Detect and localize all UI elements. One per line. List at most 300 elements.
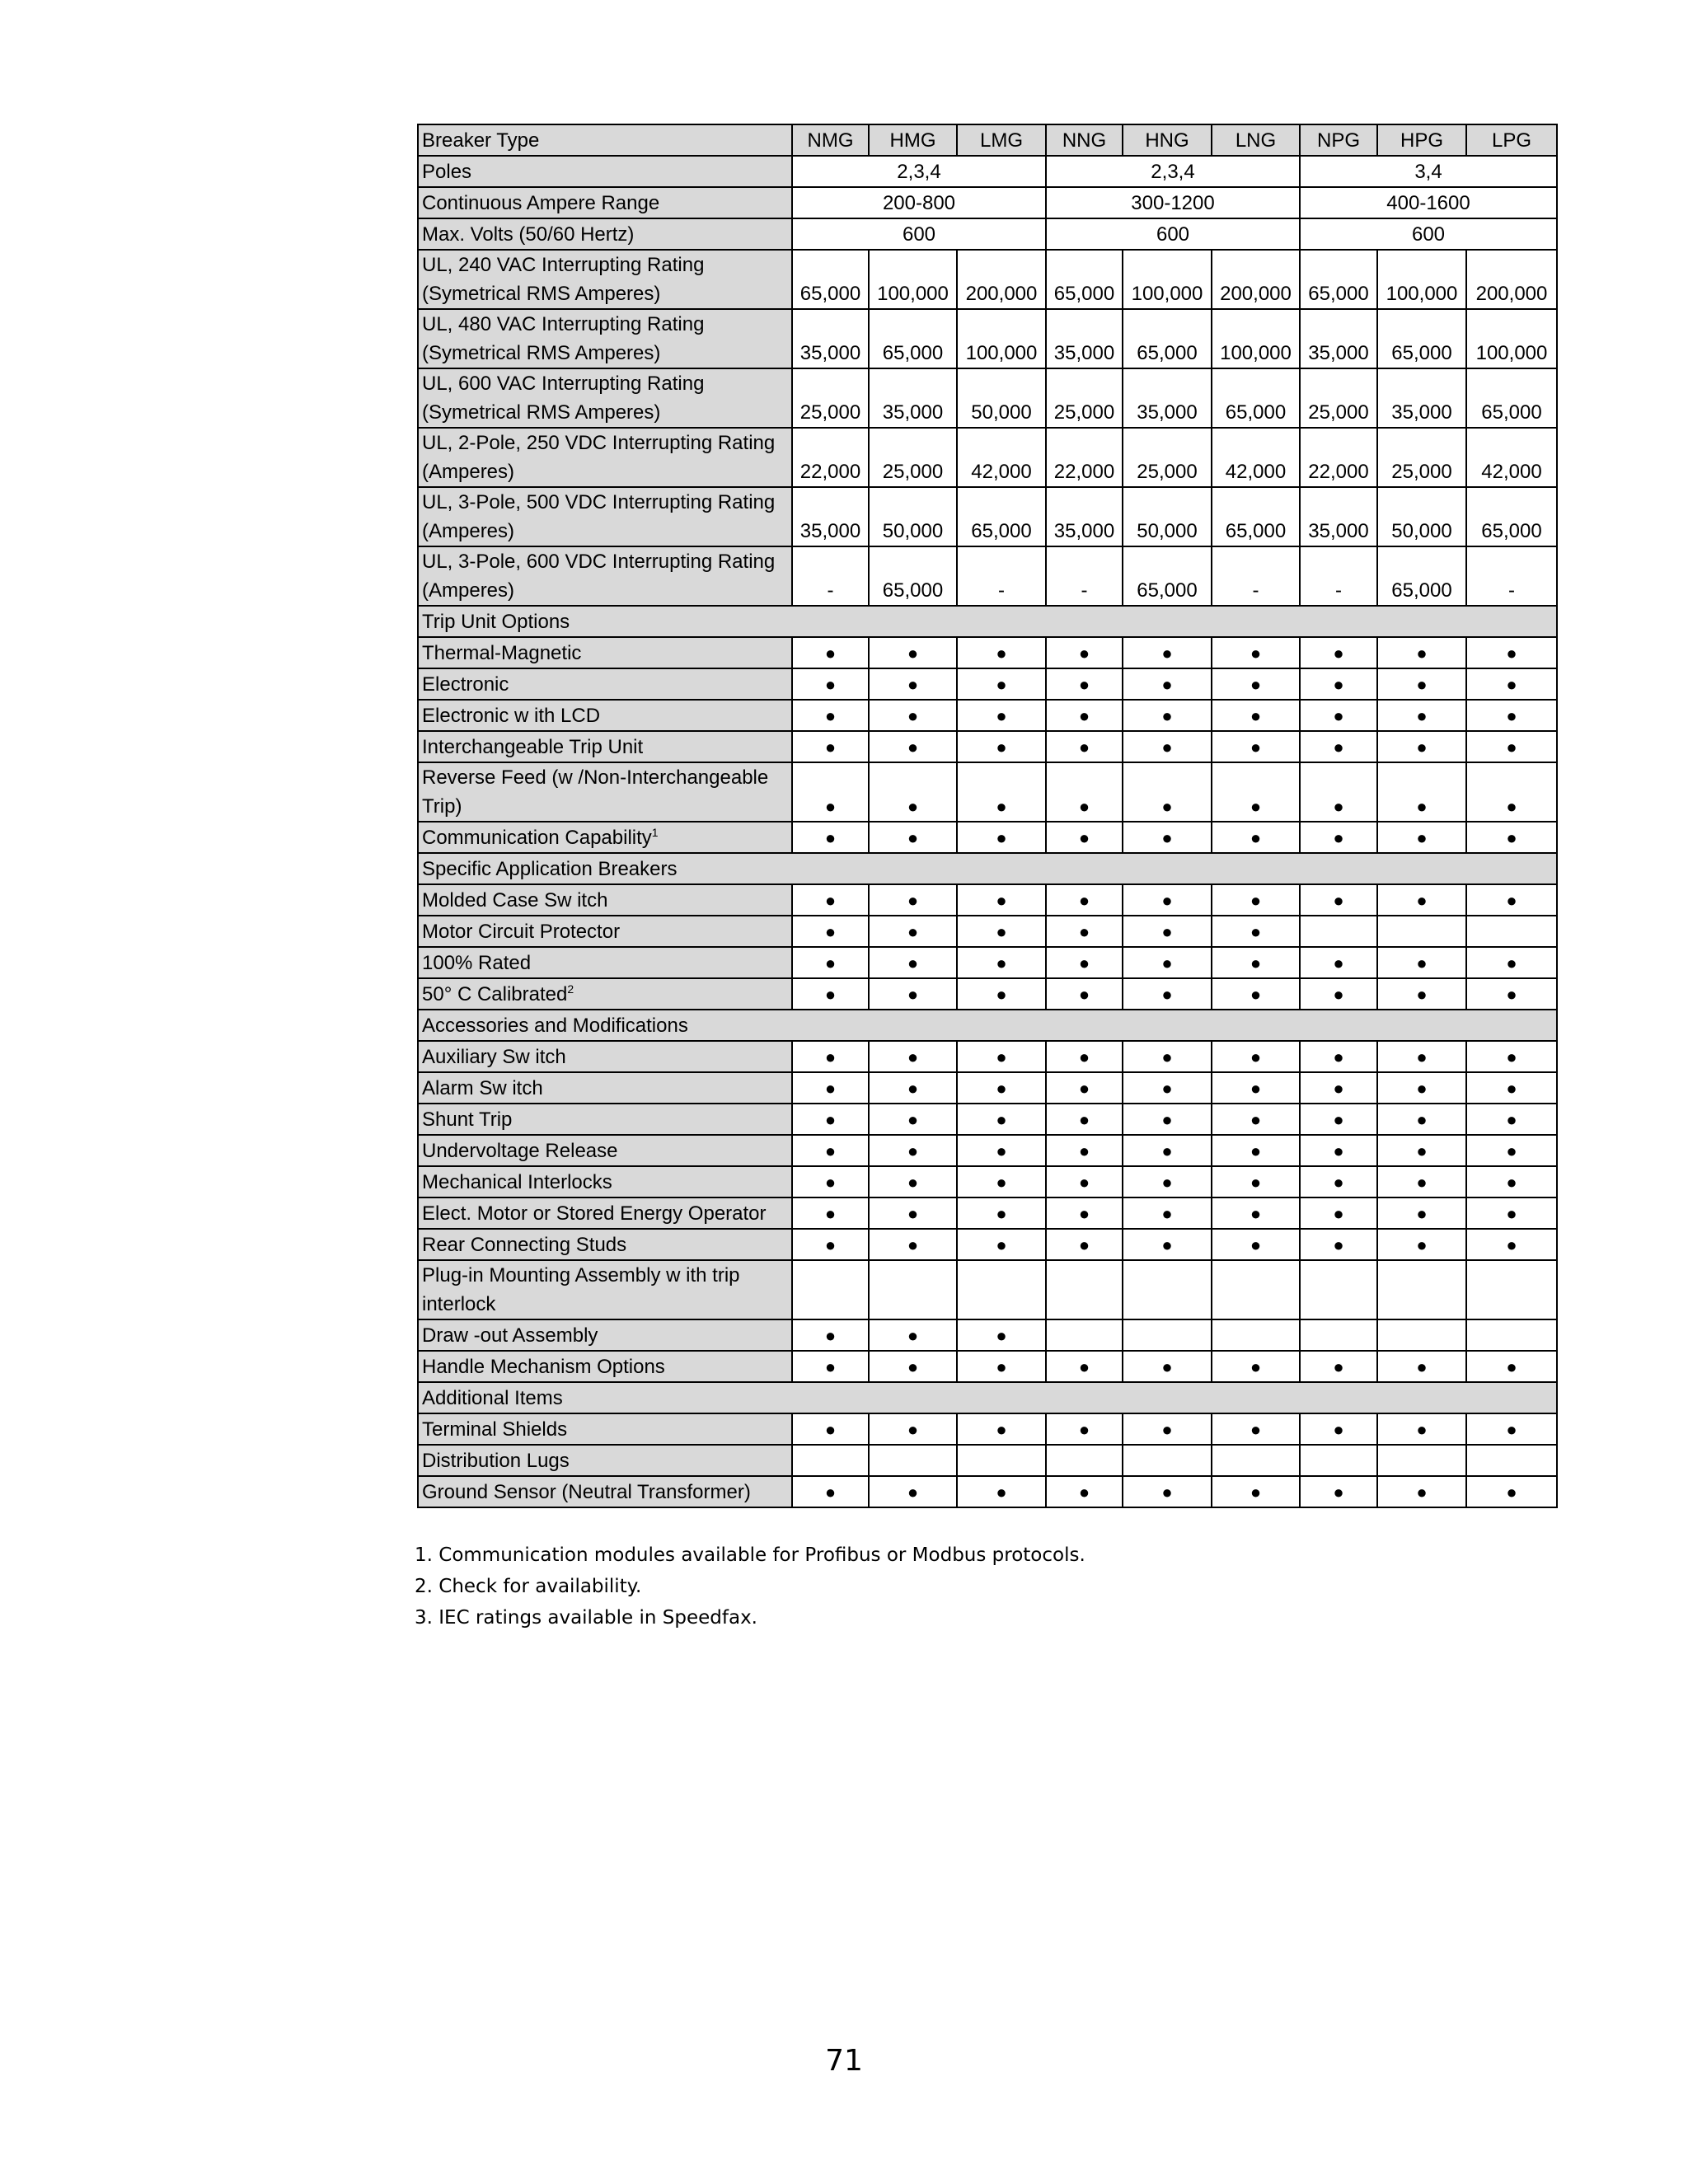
table-row bbox=[418, 884, 1557, 916]
table-row bbox=[418, 1260, 1557, 1319]
bullet-mark: ● bbox=[1300, 668, 1377, 700]
bullet-mark: ● bbox=[1300, 822, 1377, 853]
empty-cell bbox=[1377, 1445, 1466, 1476]
empty-cell bbox=[869, 1260, 957, 1319]
empty-cell bbox=[1212, 1319, 1300, 1351]
rating-value-cell: 25,000 bbox=[1123, 428, 1212, 487]
bullet-mark: ● bbox=[1466, 822, 1557, 853]
row-label bbox=[418, 1197, 792, 1229]
bullet-mark: ● bbox=[1466, 1166, 1557, 1197]
bullet-mark: ● bbox=[957, 884, 1046, 916]
bullet-mark: ● bbox=[1300, 637, 1377, 668]
row-label-text: Distribution Lugs bbox=[422, 1450, 570, 1472]
row-label bbox=[418, 668, 792, 700]
bullet-mark: ● bbox=[1377, 1413, 1466, 1445]
bullet-mark: ● bbox=[1300, 1197, 1377, 1229]
bullet-mark: ● bbox=[792, 731, 869, 762]
rating-value-cell: 50,000 bbox=[1377, 487, 1466, 546]
bullet-mark: ● bbox=[1123, 668, 1212, 700]
bullet-mark: ● bbox=[1466, 700, 1557, 731]
table-row bbox=[418, 1445, 1557, 1476]
bullet-mark: ● bbox=[1212, 1104, 1300, 1135]
rating-value-cell: - bbox=[1046, 546, 1123, 606]
row-label bbox=[418, 700, 792, 731]
rating-value-cell: 65,000 bbox=[1123, 309, 1212, 368]
bullet-mark: ● bbox=[1300, 1166, 1377, 1197]
bullet-mark: ● bbox=[1123, 1229, 1212, 1260]
bullet-mark: ● bbox=[1466, 1135, 1557, 1166]
bullet-mark: ● bbox=[1212, 822, 1300, 853]
rating-value-cell: 100,000 bbox=[1212, 309, 1300, 368]
bullet-mark: ● bbox=[957, 637, 1046, 668]
section-title: Additional Items bbox=[418, 1382, 1557, 1413]
bullet-mark: ● bbox=[792, 668, 869, 700]
section-header-row bbox=[418, 606, 1557, 637]
row-label-text: Terminal Shields bbox=[422, 1418, 568, 1441]
footnotes bbox=[415, 1540, 1085, 1633]
bullet-mark: ● bbox=[792, 1229, 869, 1260]
row-label-text: Motor Circuit Protector bbox=[422, 921, 621, 943]
breaker-type-header: HPG bbox=[1377, 124, 1466, 156]
row-label bbox=[418, 1166, 792, 1197]
table-row bbox=[418, 156, 1557, 187]
empty-cell bbox=[1300, 1319, 1377, 1351]
bullet-mark: ● bbox=[1377, 884, 1466, 916]
group-value-cell: 2,3,4 bbox=[1046, 156, 1300, 187]
bullet-mark: ● bbox=[1123, 822, 1212, 853]
bullet-mark: ● bbox=[1300, 1041, 1377, 1072]
row-label-text: Ground Sensor (Neutral Transformer) bbox=[422, 1481, 751, 1503]
table-row bbox=[418, 187, 1557, 218]
rating-value-cell: - bbox=[1466, 546, 1557, 606]
bullet-mark: ● bbox=[957, 1072, 1046, 1104]
bullet-mark: ● bbox=[1046, 731, 1123, 762]
bullet-mark: ● bbox=[1046, 1413, 1123, 1445]
empty-cell bbox=[1123, 1445, 1212, 1476]
bullet-mark: ● bbox=[1123, 1135, 1212, 1166]
bullet-mark: ● bbox=[1123, 1351, 1212, 1382]
bullet-mark: ● bbox=[1123, 978, 1212, 1010]
bullet-mark: ● bbox=[1466, 947, 1557, 978]
row-label-text: 50° C Calibrated bbox=[422, 983, 568, 1005]
bullet-mark: ● bbox=[1377, 1135, 1466, 1166]
bullet-mark: ● bbox=[1212, 1413, 1300, 1445]
rating-value-cell: 65,000 bbox=[957, 487, 1046, 546]
group-value-cell: 2,3,4 bbox=[792, 156, 1046, 187]
bullet-mark: ● bbox=[1046, 1351, 1123, 1382]
bullet-mark: ● bbox=[869, 1351, 957, 1382]
bullet-mark: ● bbox=[1046, 1104, 1123, 1135]
group-value-cell: 200-800 bbox=[792, 187, 1046, 218]
rating-value-cell: 35,000 bbox=[1123, 368, 1212, 428]
row-label: Breaker Type bbox=[418, 124, 792, 156]
rating-value-cell: 65,000 bbox=[1300, 250, 1377, 309]
rating-value-cell: 100,000 bbox=[1466, 309, 1557, 368]
rating-value-cell: 65,000 bbox=[869, 309, 957, 368]
empty-cell bbox=[792, 1445, 869, 1476]
table-row bbox=[418, 309, 1557, 368]
bullet-mark: ● bbox=[869, 1319, 957, 1351]
rating-value-cell: 50,000 bbox=[957, 368, 1046, 428]
rating-value-cell: 42,000 bbox=[957, 428, 1046, 487]
bullet-mark: ● bbox=[1377, 700, 1466, 731]
bullet-mark: ● bbox=[869, 637, 957, 668]
bullet-mark: ● bbox=[1377, 1041, 1466, 1072]
bullet-mark: ● bbox=[792, 1476, 869, 1507]
rating-value-cell: 100,000 bbox=[1377, 250, 1466, 309]
bullet-mark: ● bbox=[1046, 1166, 1123, 1197]
bullet-mark: ● bbox=[957, 1135, 1046, 1166]
row-label-text: 100% Rated bbox=[422, 952, 532, 974]
rating-value-cell: 35,000 bbox=[1300, 487, 1377, 546]
bullet-mark: ● bbox=[957, 1319, 1046, 1351]
bullet-mark: ● bbox=[869, 1072, 957, 1104]
rating-value-cell: - bbox=[1212, 546, 1300, 606]
bullet-mark: ● bbox=[1212, 947, 1300, 978]
row-label bbox=[418, 1229, 792, 1260]
table-row bbox=[418, 700, 1557, 731]
bullet-mark: ● bbox=[1466, 668, 1557, 700]
bullet-mark: ● bbox=[792, 1197, 869, 1229]
table-row bbox=[418, 731, 1557, 762]
empty-cell bbox=[1300, 1260, 1377, 1319]
rating-value-cell: 35,000 bbox=[792, 487, 869, 546]
bullet-mark: ● bbox=[1212, 700, 1300, 731]
empty-cell bbox=[1212, 1260, 1300, 1319]
rating-value-cell: 22,000 bbox=[1300, 428, 1377, 487]
bullet-mark: ● bbox=[1123, 637, 1212, 668]
bullet-mark: ● bbox=[869, 700, 957, 731]
table-row bbox=[418, 546, 1557, 606]
bullet-mark: ● bbox=[957, 668, 1046, 700]
row-label-text: Rear Connecting Studs bbox=[422, 1234, 627, 1256]
table-row bbox=[418, 1166, 1557, 1197]
bullet-mark: ● bbox=[1212, 668, 1300, 700]
row-label bbox=[418, 1041, 792, 1072]
row-label: Max. Volts (50/60 Hertz) bbox=[418, 218, 792, 250]
bullet-mark: ● bbox=[1300, 700, 1377, 731]
bullet-mark: ● bbox=[957, 731, 1046, 762]
bullet-mark: ● bbox=[1466, 1041, 1557, 1072]
bullet-mark: ● bbox=[1377, 1351, 1466, 1382]
bullet-mark: ● bbox=[792, 700, 869, 731]
empty-cell bbox=[1046, 1319, 1123, 1351]
rating-value-cell: 42,000 bbox=[1466, 428, 1557, 487]
rating-value-cell: 25,000 bbox=[792, 368, 869, 428]
bullet-mark: ● bbox=[869, 1135, 957, 1166]
bullet-mark: ● bbox=[1466, 1476, 1557, 1507]
rating-value-cell: 25,000 bbox=[1377, 428, 1466, 487]
bullet-mark: ● bbox=[1466, 637, 1557, 668]
table-row bbox=[418, 668, 1557, 700]
bullet-mark: ● bbox=[1123, 1197, 1212, 1229]
bullet-mark: ● bbox=[869, 731, 957, 762]
table-row bbox=[418, 637, 1557, 668]
row-label bbox=[418, 947, 792, 978]
bullet-mark: ● bbox=[869, 978, 957, 1010]
bullet-mark: ● bbox=[792, 978, 869, 1010]
bullet-mark: ● bbox=[1046, 668, 1123, 700]
table-row bbox=[418, 1413, 1557, 1445]
bullet-mark: ● bbox=[1466, 884, 1557, 916]
rating-value-cell: 200,000 bbox=[1212, 250, 1300, 309]
bullet-mark: ● bbox=[1300, 884, 1377, 916]
rating-value-cell: 65,000 bbox=[869, 546, 957, 606]
bullet-mark: ● bbox=[1046, 1135, 1123, 1166]
rating-value-cell: 50,000 bbox=[869, 487, 957, 546]
row-label bbox=[418, 1104, 792, 1135]
bullet-mark: ● bbox=[869, 822, 957, 853]
row-label-text: Plug-in Mounting Assembly w ith trip interlock bbox=[422, 1264, 740, 1315]
bullet-mark: ● bbox=[1123, 731, 1212, 762]
rating-value-cell: 200,000 bbox=[1466, 250, 1557, 309]
rating-value-cell: 100,000 bbox=[1123, 250, 1212, 309]
rating-value-cell: 200,000 bbox=[957, 250, 1046, 309]
section-title: Specific Application Breakers bbox=[418, 853, 1557, 884]
row-label: UL, 3-Pole, 600 VDC Interrupting Rating (Amperes) bbox=[418, 546, 792, 606]
table-row bbox=[418, 916, 1557, 947]
rating-value-cell: 42,000 bbox=[1212, 428, 1300, 487]
section-title: Trip Unit Options bbox=[418, 606, 1557, 637]
bullet-mark: ● bbox=[1123, 884, 1212, 916]
rating-value-cell: 65,000 bbox=[1466, 368, 1557, 428]
breaker-type-header: LPG bbox=[1466, 124, 1557, 156]
row-label bbox=[418, 1072, 792, 1104]
breaker-type-header: NNG bbox=[1046, 124, 1123, 156]
footnote-ref: 1 bbox=[651, 826, 659, 839]
row-label bbox=[418, 822, 792, 853]
group-value-cell: 600 bbox=[792, 218, 1046, 250]
bullet-mark: ● bbox=[1046, 1197, 1123, 1229]
row-label bbox=[418, 978, 792, 1010]
table-row bbox=[418, 1197, 1557, 1229]
rating-value-cell: 65,000 bbox=[1466, 487, 1557, 546]
bullet-mark: ● bbox=[1300, 978, 1377, 1010]
bullet-mark: ● bbox=[1212, 1041, 1300, 1072]
footnote: 2. Check for availability. bbox=[415, 1576, 642, 1597]
bullet-mark: ● bbox=[1212, 978, 1300, 1010]
bullet-mark: ● bbox=[1212, 731, 1300, 762]
table-row bbox=[418, 1104, 1557, 1135]
bullet-mark: ● bbox=[1123, 1476, 1212, 1507]
row-label: Poles bbox=[418, 156, 792, 187]
empty-cell bbox=[1466, 1319, 1557, 1351]
table-row bbox=[418, 250, 1557, 309]
group-value-cell: 600 bbox=[1046, 218, 1300, 250]
bullet-mark: ● bbox=[1300, 1476, 1377, 1507]
group-value-cell: 300-1200 bbox=[1046, 187, 1300, 218]
group-value-cell: 600 bbox=[1300, 218, 1557, 250]
bullet-mark: ● bbox=[1123, 947, 1212, 978]
empty-cell bbox=[792, 1260, 869, 1319]
rating-value-cell: 25,000 bbox=[1046, 368, 1123, 428]
bullet-mark: ● bbox=[1377, 1104, 1466, 1135]
bullet-mark: ● bbox=[1046, 884, 1123, 916]
row-label: UL, 240 VAC Interrupting Rating (Symetrical RMS Amperes) bbox=[418, 250, 792, 309]
rating-value-cell: 50,000 bbox=[1123, 487, 1212, 546]
rating-value-cell: 65,000 bbox=[1046, 250, 1123, 309]
bullet-mark: ● bbox=[1466, 1229, 1557, 1260]
row-label bbox=[418, 1260, 792, 1319]
rating-value-cell: 100,000 bbox=[869, 250, 957, 309]
group-value-cell: 400-1600 bbox=[1300, 187, 1557, 218]
bullet-mark: ● bbox=[1046, 762, 1123, 822]
bullet-mark: ● bbox=[1123, 1166, 1212, 1197]
bullet-mark: ● bbox=[957, 1413, 1046, 1445]
breaker-type-header: LMG bbox=[957, 124, 1046, 156]
bullet-mark: ● bbox=[1212, 1072, 1300, 1104]
section-header-row bbox=[418, 1382, 1557, 1413]
rating-value-cell: 65,000 bbox=[1377, 309, 1466, 368]
rating-value-cell: - bbox=[1300, 546, 1377, 606]
bullet-mark: ● bbox=[1212, 1229, 1300, 1260]
bullet-mark: ● bbox=[1300, 1351, 1377, 1382]
row-label bbox=[418, 1413, 792, 1445]
bullet-mark: ● bbox=[792, 1166, 869, 1197]
breaker-spec-table bbox=[417, 124, 1558, 1508]
bullet-mark: ● bbox=[792, 1135, 869, 1166]
row-label-text: Interchangeable Trip Unit bbox=[422, 736, 644, 758]
row-label-text: Undervoltage Release bbox=[422, 1140, 618, 1162]
bullet-mark: ● bbox=[1377, 1229, 1466, 1260]
table-row bbox=[418, 762, 1557, 822]
bullet-mark: ● bbox=[957, 1351, 1046, 1382]
bullet-mark: ● bbox=[869, 1104, 957, 1135]
bullet-mark: ● bbox=[1377, 978, 1466, 1010]
rating-value-cell: 25,000 bbox=[869, 428, 957, 487]
rating-value-cell: 65,000 bbox=[792, 250, 869, 309]
table-row bbox=[418, 978, 1557, 1010]
breaker-type-header: NMG bbox=[792, 124, 869, 156]
bullet-mark: ● bbox=[1377, 822, 1466, 853]
bullet-mark: ● bbox=[1123, 1072, 1212, 1104]
footnote: 3. IEC ratings available in Speedfax. bbox=[415, 1607, 757, 1629]
row-label bbox=[418, 1351, 792, 1382]
rating-value-cell: 65,000 bbox=[1123, 546, 1212, 606]
row-label-text: Mechanical Interlocks bbox=[422, 1171, 612, 1193]
bullet-mark: ● bbox=[1466, 1351, 1557, 1382]
footnote-ref: 2 bbox=[567, 982, 574, 996]
row-label bbox=[418, 1476, 792, 1507]
bullet-mark: ● bbox=[792, 916, 869, 947]
bullet-mark: ● bbox=[1300, 1104, 1377, 1135]
bullet-mark: ● bbox=[1466, 762, 1557, 822]
bullet-mark: ● bbox=[792, 1413, 869, 1445]
empty-cell bbox=[957, 1445, 1046, 1476]
bullet-mark: ● bbox=[1212, 1351, 1300, 1382]
rating-value-cell: 35,000 bbox=[1377, 368, 1466, 428]
row-label-text: Handle Mechanism Options bbox=[422, 1356, 665, 1378]
row-label-text: Auxiliary Sw itch bbox=[422, 1046, 566, 1068]
rating-value-cell: 25,000 bbox=[1300, 368, 1377, 428]
bullet-mark: ● bbox=[957, 762, 1046, 822]
row-label-text: Reverse Feed (w /Non-Interchangeable Trip) bbox=[422, 766, 769, 818]
table-row bbox=[418, 1072, 1557, 1104]
bullet-mark: ● bbox=[1046, 700, 1123, 731]
bullet-mark: ● bbox=[1212, 1166, 1300, 1197]
bullet-mark: ● bbox=[792, 637, 869, 668]
bullet-mark: ● bbox=[792, 1319, 869, 1351]
bullet-mark: ● bbox=[1377, 762, 1466, 822]
row-label bbox=[418, 1319, 792, 1351]
table-row bbox=[418, 822, 1557, 853]
bullet-mark: ● bbox=[1123, 1104, 1212, 1135]
row-label bbox=[418, 1445, 792, 1476]
empty-cell bbox=[1123, 1319, 1212, 1351]
table-body bbox=[418, 124, 1557, 1507]
bullet-mark: ● bbox=[1123, 762, 1212, 822]
bullet-mark: ● bbox=[1046, 978, 1123, 1010]
row-label-text: Electronic w ith LCD bbox=[422, 705, 601, 727]
table-row bbox=[418, 428, 1557, 487]
bullet-mark: ● bbox=[1123, 700, 1212, 731]
empty-cell bbox=[1300, 916, 1377, 947]
table-row bbox=[418, 1351, 1557, 1382]
group-value-cell: 3,4 bbox=[1300, 156, 1557, 187]
empty-cell bbox=[1377, 916, 1466, 947]
bullet-mark: ● bbox=[1123, 1413, 1212, 1445]
row-label bbox=[418, 884, 792, 916]
rating-value-cell: 22,000 bbox=[1046, 428, 1123, 487]
bullet-mark: ● bbox=[1046, 947, 1123, 978]
rating-value-cell: 35,000 bbox=[792, 309, 869, 368]
row-label: UL, 480 VAC Interrupting Rating (Symetrical RMS Amperes) bbox=[418, 309, 792, 368]
bullet-mark: ● bbox=[1377, 1476, 1466, 1507]
bullet-mark: ● bbox=[1212, 1476, 1300, 1507]
empty-cell bbox=[1377, 1260, 1466, 1319]
bullet-mark: ● bbox=[1300, 731, 1377, 762]
bullet-mark: ● bbox=[1300, 947, 1377, 978]
row-label-text: Electronic bbox=[422, 673, 509, 696]
bullet-mark: ● bbox=[1123, 916, 1212, 947]
bullet-mark: ● bbox=[869, 668, 957, 700]
bullet-mark: ● bbox=[869, 947, 957, 978]
breaker-type-header: HMG bbox=[869, 124, 957, 156]
bullet-mark: ● bbox=[957, 978, 1046, 1010]
row-label bbox=[418, 916, 792, 947]
bullet-mark: ● bbox=[1377, 947, 1466, 978]
bullet-mark: ● bbox=[1466, 1072, 1557, 1104]
rating-value-cell: 22,000 bbox=[792, 428, 869, 487]
bullet-mark: ● bbox=[1377, 1166, 1466, 1197]
bullet-mark: ● bbox=[1466, 1413, 1557, 1445]
bullet-mark: ● bbox=[1212, 1197, 1300, 1229]
breaker-type-header: HNG bbox=[1123, 124, 1212, 156]
empty-cell bbox=[1300, 1445, 1377, 1476]
bullet-mark: ● bbox=[1046, 1476, 1123, 1507]
row-label-text: Shunt Trip bbox=[422, 1108, 513, 1131]
bullet-mark: ● bbox=[1046, 1229, 1123, 1260]
bullet-mark: ● bbox=[792, 1072, 869, 1104]
rating-value-cell: - bbox=[957, 546, 1046, 606]
row-label-text: Thermal-Magnetic bbox=[422, 642, 582, 664]
row-label bbox=[418, 731, 792, 762]
bullet-mark: ● bbox=[869, 1041, 957, 1072]
empty-cell bbox=[957, 1260, 1046, 1319]
table-row bbox=[418, 218, 1557, 250]
bullet-mark: ● bbox=[792, 762, 869, 822]
bullet-mark: ● bbox=[957, 1476, 1046, 1507]
bullet-mark: ● bbox=[792, 1041, 869, 1072]
bullet-mark: ● bbox=[1212, 884, 1300, 916]
table-row bbox=[418, 1041, 1557, 1072]
row-label bbox=[418, 762, 792, 822]
bullet-mark: ● bbox=[957, 822, 1046, 853]
bullet-mark: ● bbox=[957, 1166, 1046, 1197]
empty-cell bbox=[1046, 1445, 1123, 1476]
rating-value-cell: 35,000 bbox=[1046, 487, 1123, 546]
bullet-mark: ● bbox=[957, 916, 1046, 947]
